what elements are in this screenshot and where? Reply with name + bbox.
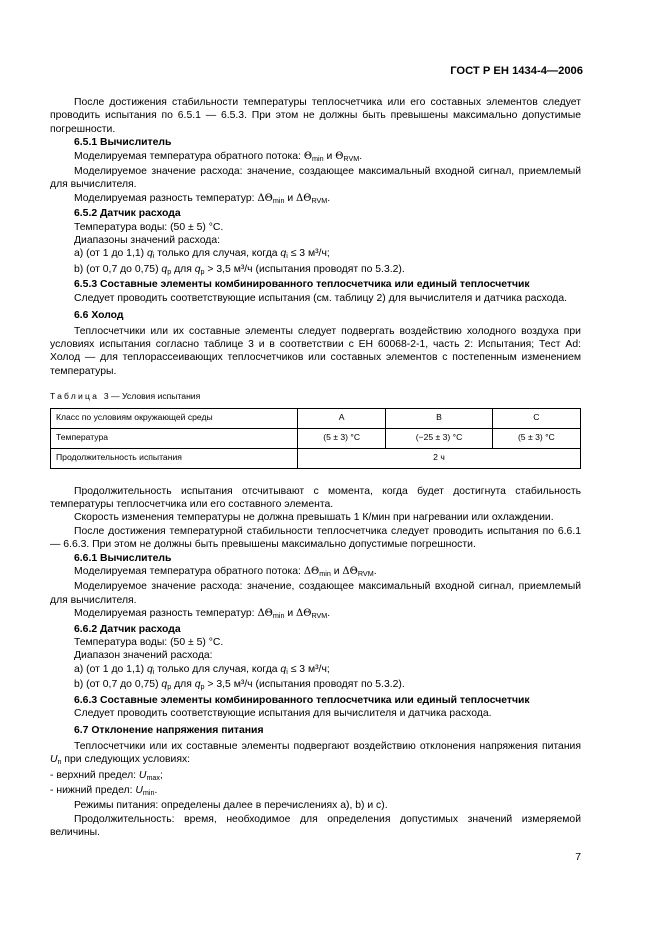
- conditions-table: [50, 408, 581, 469]
- range-item-b-2: b) (от 0,7 до 0,75) $q_p$ для $q_p > 3,5$ м³/ч (испытания проводят по 5.3.2).: [74, 679, 405, 692]
- temp-difference-2: Моделируемая разность температур: $\Delta\Theta_{min}$ и $\Delta\Theta_{RVM}$.: [74, 608, 331, 621]
- upper-limit: - верхний предел: $U_{max}$;: [50, 769, 163, 782]
- heading-6-5-3: 6.5.3 Составные элементы комбинированного теплосчетчика или единый теплосчетчик: [74, 279, 530, 291]
- table-header-cell: Класс по условиям окружающей среды: [51, 408, 298, 428]
- heading-6-7: 6.7 Отклонение напряжения питания: [74, 725, 264, 737]
- table-cell: (5 ± 3) °С: [298, 428, 386, 448]
- tests-paragraph-2: Следует проводить соответствующие испытания для вычислителя и датчика расхода.: [74, 708, 492, 720]
- heading-6-6-2: 6.6.2 Датчик расхода: [74, 623, 181, 635]
- cold-paragraph: Теплосчетчики или их составные элементы следует подвергать воздействию холодного воздуха при условиях испытания согласно таблице 3 и в соответствии с ЕН 60068-2-1, часть 2: Испытания; Тест Ad: Холод — для теплорассеивающих теплосчетчиков или составных элементов с постепенным изменением температуры.: [50, 325, 581, 377]
- heading-6-6: 6.6 Холод: [74, 310, 124, 322]
- table-header-cell: A: [298, 408, 386, 428]
- page-number: 7: [575, 852, 581, 863]
- return-flow-temp-2: Моделируемая температура обратного потока: $\Delta\Theta_{min}$ и $\Delta\Theta_{RVM}$.: [74, 565, 377, 578]
- after-stability-paragraph: После достижения температурной стабильности теплосчетчика следует проводить испытания по 6.6.1 — 6.6.3. При этом не должны быть превышены максимально допустимые погрешности.: [50, 525, 581, 551]
- power-modes: Режимы питания: определены далее в перечислениях а), b) и с).: [74, 800, 388, 812]
- heading-6-6-1: 6.6.1 Вычислитель: [74, 552, 172, 564]
- range-item-b: b) (от 0,7 до 0,75) $q_p$ для $q_p > 3,5$ м³/ч (испытания проводят по 5.3.2).: [74, 263, 405, 276]
- tests-paragraph: Следует проводить соответствующие испытания (см. таблицу 2) для вычислителя и датчика расхода.: [74, 292, 567, 304]
- table-row-duration: [51, 448, 581, 468]
- return-flow-temp: Моделируемая температура обратного потока: $\Theta_{min}$ и $\Theta_{RVM}$.: [74, 150, 363, 163]
- heading-6-5-1: 6.5.1 Вычислитель: [74, 137, 172, 149]
- range-item-a: а) (от 1 до 1,1) $q_i$ только для случая, когда $q_i \le 3$ м³/ч;: [74, 248, 330, 261]
- table-cell: 2 ч: [298, 448, 581, 468]
- duration-paragraph: Продолжительность испытания отсчитывают с момента, когда будет достигнута стабильность температуры теплосчетчика или его составного элемента.: [50, 485, 581, 510]
- table-header-row: [51, 408, 581, 428]
- duration-definition: Продолжительность: время, необходимое для определения допустимых значений измеряемой величины.: [50, 813, 581, 839]
- rate-paragraph: Скорость изменения температуры не должна превышать 1 К/мин при нагревании или охлаждении.: [74, 512, 554, 524]
- heading-6-5-2: 6.5.2 Датчик расхода: [74, 208, 181, 220]
- table-header-cell: B: [386, 408, 492, 428]
- table-cell: Продолжительность испытания: [51, 448, 298, 468]
- table-caption: Таблица 3 — Условия испытания: [50, 391, 201, 402]
- lower-limit: - нижний предел: $U_{min}$.: [50, 785, 158, 798]
- table-cell: (5 ± 3) °С: [492, 428, 580, 448]
- document-header: ГОСТ Р ЕН 1434-4—2006: [450, 65, 583, 77]
- table-row-temperature: [51, 428, 581, 448]
- table-header-cell: C: [492, 408, 580, 428]
- heading-6-6-3: 6.6.3 Составные элементы комбинированного теплосчетчика или единый теплосчетчик: [74, 694, 530, 706]
- intro-paragraph: После достижения стабильности температуры теплосчетчика или его составных элементов следует проводить испытания по 6.5.1 — 6.5.3. При этом не должны быть превышены максимально допустимые погрешности.: [50, 97, 581, 135]
- water-temperature-2: Температура воды: (50 ± 5) °С.: [74, 637, 224, 648]
- water-temperature: Температура воды: (50 ± 5) °С.: [74, 221, 224, 233]
- flow-value: Моделируемое значение расхода: значение, создающее максимальный входной сигнал, приемлемый для вычислителя.: [50, 166, 581, 191]
- flow-ranges-label: Диапазоны значений расхода:: [74, 235, 221, 247]
- table-cell: (−25 ± 3) °С: [386, 428, 492, 448]
- flow-value-2: Моделируемое значение расхода: значение, создающее максимальный входной сигнал, приемлемый для вычислителя.: [50, 581, 581, 606]
- temp-difference: Моделируемая разность температур: $\Delta\Theta_{min}$ и $\Delta\Theta_{RVM}$.: [74, 192, 331, 205]
- voltage-paragraph: Теплосчетчики или их составные элементы подвергают воздействию отклонения напряжения питания $U_n$ при следующих условиях:: [50, 740, 581, 767]
- page-content: [50, 96, 581, 840]
- table-cell: Температура: [51, 428, 298, 448]
- flow-range-label: Диапазон значений расхода:: [74, 650, 213, 662]
- range-item-a-2: а) (от 1 до 1,1) $q_i$ только для случая, когда $q_i \le 3$ м³/ч;: [74, 663, 330, 676]
